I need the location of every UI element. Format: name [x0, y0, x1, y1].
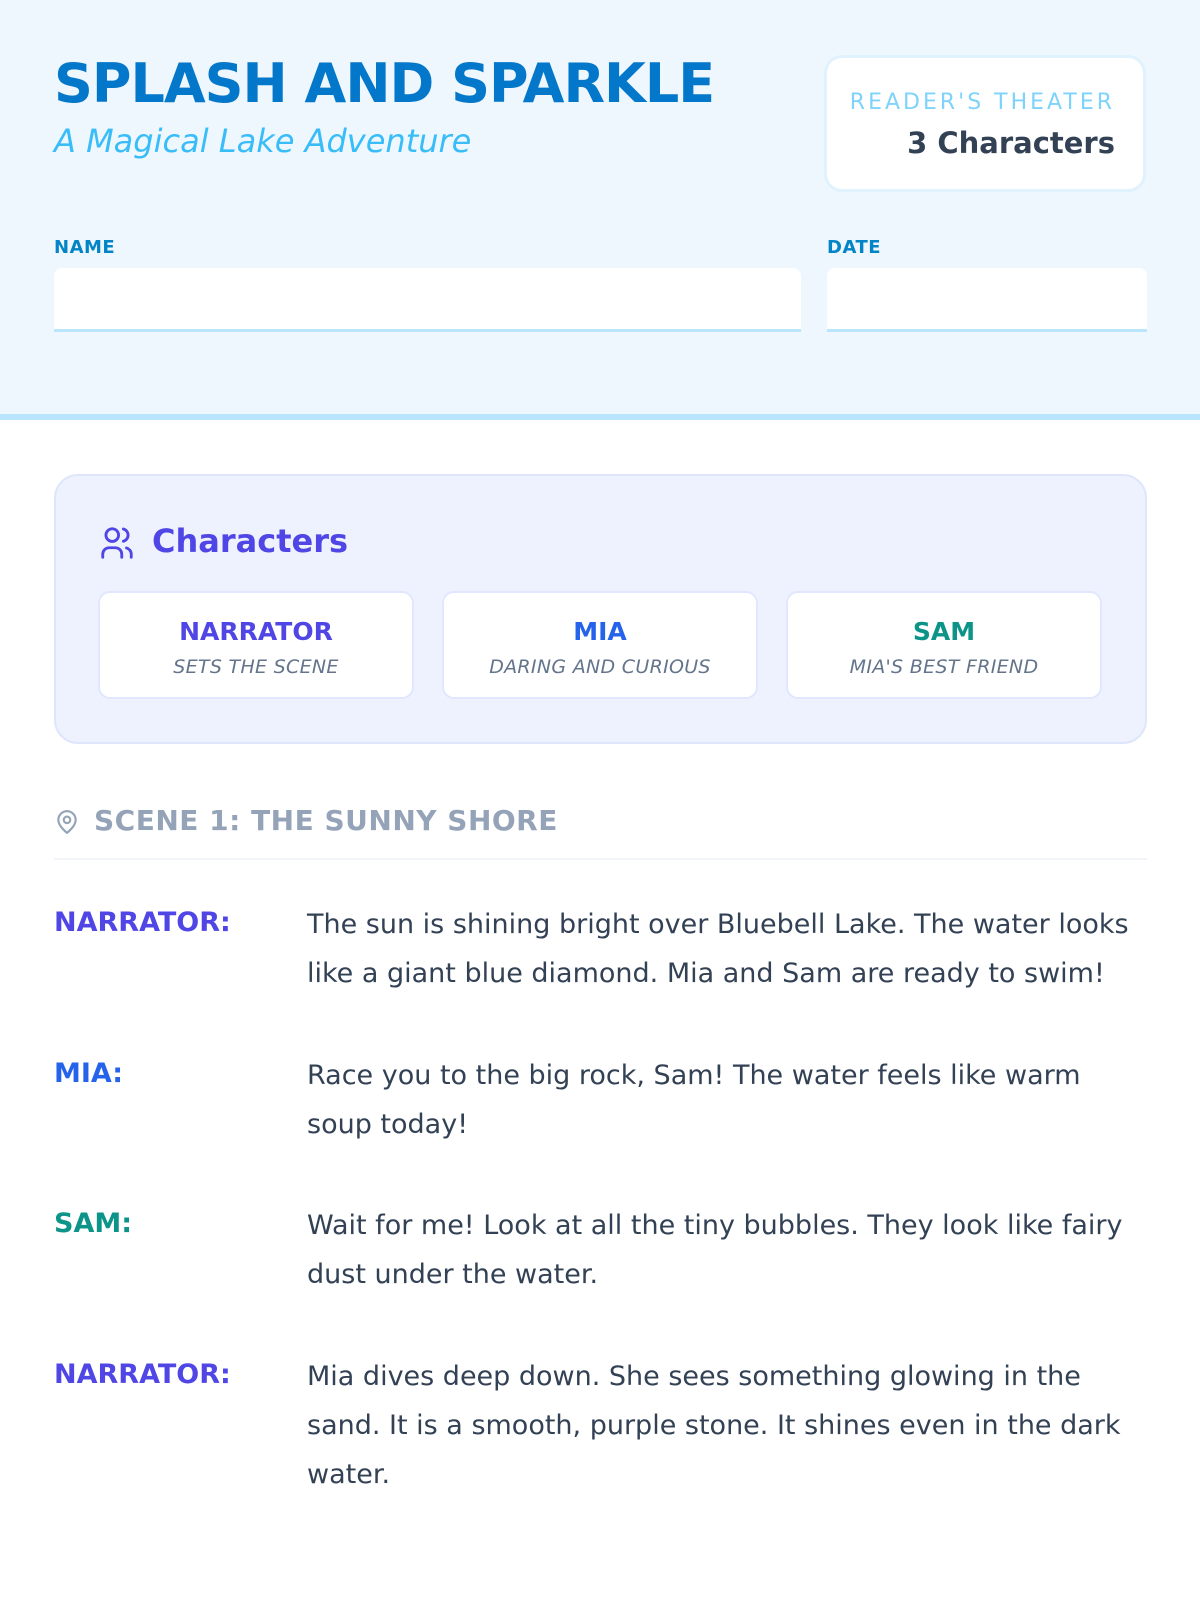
character-card-narrator — [98, 591, 414, 699]
script-line-speaker: NARRATOR: — [54, 907, 231, 938]
script-line-text: Wait for me! Look at all the tiny bubbles. They look like fairy dust under the water. — [307, 1210, 1123, 1290]
script-line-speaker: SAM: — [54, 1208, 133, 1239]
script-line-speaker: NARRATOR: — [54, 1359, 231, 1390]
character-card-sam — [786, 591, 1102, 699]
date-label: DATE — [827, 237, 882, 258]
scene-divider — [54, 858, 1147, 860]
character-description: SETS THE SCENE — [173, 656, 339, 678]
characters-panel — [54, 474, 1147, 744]
character-description: DARING AND CURIOUS — [489, 656, 711, 678]
scene-title: SCENE 1: THE SUNNY SHORE — [94, 804, 558, 837]
character-name: SAM — [912, 617, 976, 646]
name-label: NAME — [54, 237, 116, 258]
users-icon — [98, 524, 136, 562]
page-subtitle: A Magical Lake Adventure — [54, 122, 472, 160]
script-line-text: The sun is shining bright over Bluebell Lake. The water looks like a giant blue diamond. Mia and Sam are ready to swim! — [307, 909, 1129, 989]
character-name: MIA — [573, 617, 627, 646]
readers-theater-badge — [824, 55, 1146, 192]
character-count: 3 Characters — [907, 126, 1115, 160]
character-card-mia — [442, 591, 758, 699]
character-name: NARRATOR — [179, 617, 333, 646]
worksheet-header — [0, 0, 1200, 420]
map-pin-icon — [54, 808, 80, 836]
script-line-text: Mia dives deep down. She sees something glowing in the sand. It is a smooth, purple stone. It shines even in the dark water. — [307, 1361, 1121, 1490]
script-line-text: Race you to the big rock, Sam! The water feels like warm soup today! — [307, 1060, 1081, 1140]
page-title: SPLASH AND SPARKLE — [54, 52, 715, 115]
characters-heading: Characters — [152, 522, 349, 560]
name-input[interactable] — [54, 268, 801, 332]
script-line-speaker: MIA: — [54, 1058, 124, 1089]
character-description: MIA'S BEST FRIEND — [849, 656, 1039, 678]
date-input[interactable] — [827, 268, 1147, 332]
badge-kicker: READER'S THEATER — [849, 90, 1115, 115]
